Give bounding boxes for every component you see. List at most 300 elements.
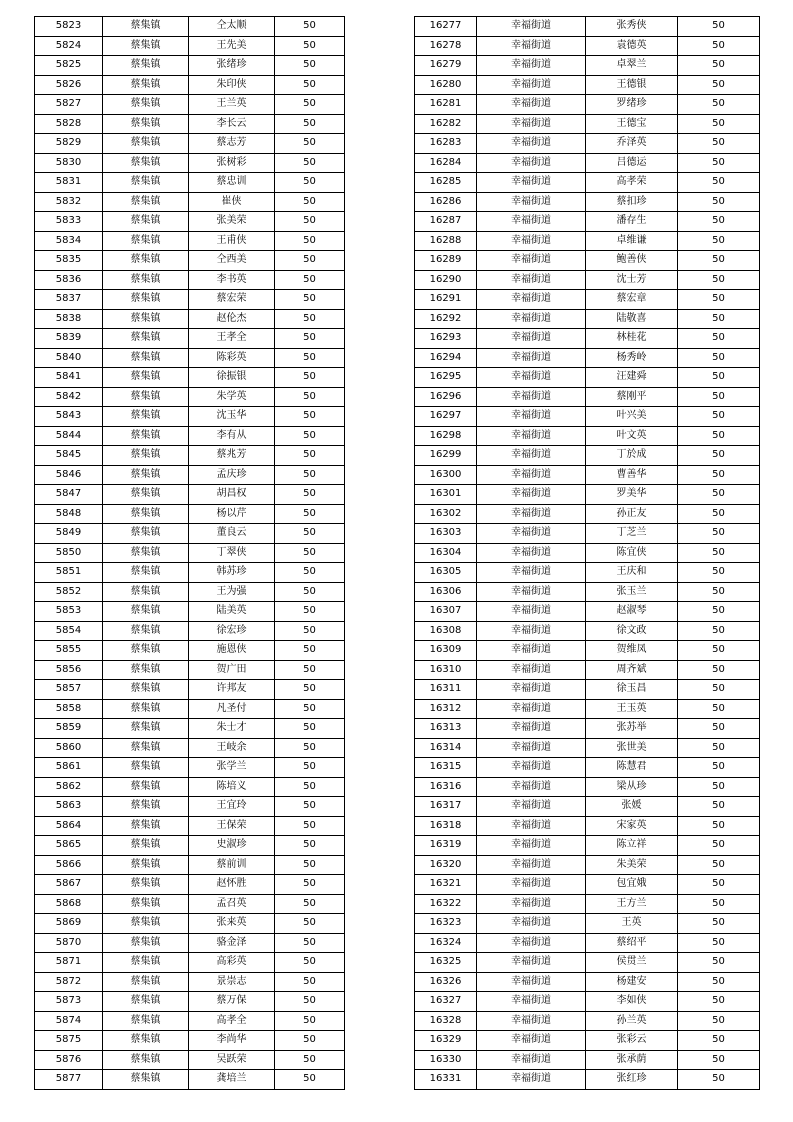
amount-cell: 50 — [275, 1011, 345, 1031]
serial-number-cell: 16327 — [415, 992, 477, 1012]
name-cell: 丁於成 — [586, 446, 678, 466]
table-row — [35, 894, 345, 914]
name-cell: 高孝荣 — [586, 173, 678, 193]
amount-cell: 50 — [678, 621, 760, 641]
serial-number-cell: 16298 — [415, 426, 477, 446]
town-cell: 幸福街道 — [477, 699, 586, 719]
name-cell: 丁芝兰 — [586, 524, 678, 544]
name-cell: 张世美 — [586, 738, 678, 758]
town-cell: 幸福街道 — [477, 95, 586, 115]
serial-number-cell: 16282 — [415, 114, 477, 134]
name-cell: 包宜娥 — [586, 875, 678, 895]
serial-number-cell: 5875 — [35, 1031, 103, 1051]
table-row — [415, 212, 760, 232]
table-row — [35, 836, 345, 856]
serial-number-cell: 16291 — [415, 290, 477, 310]
town-cell: 幸福街道 — [477, 426, 586, 446]
amount-cell: 50 — [678, 777, 760, 797]
table-row — [35, 465, 345, 485]
table-row — [415, 582, 760, 602]
serial-number-cell: 5868 — [35, 894, 103, 914]
name-cell: 贺广田 — [189, 660, 275, 680]
name-cell: 梁从珍 — [586, 777, 678, 797]
table-row — [415, 251, 760, 271]
name-cell: 张承荫 — [586, 1050, 678, 1070]
table-row — [415, 621, 760, 641]
amount-cell: 50 — [275, 758, 345, 778]
table-row — [35, 719, 345, 739]
town-cell: 幸福街道 — [477, 36, 586, 56]
table-row — [415, 875, 760, 895]
serial-number-cell: 16310 — [415, 660, 477, 680]
name-cell: 仝太顺 — [189, 17, 275, 37]
table-row — [415, 699, 760, 719]
town-cell: 幸福街道 — [477, 153, 586, 173]
town-cell: 幸福街道 — [477, 738, 586, 758]
table-row — [415, 173, 760, 193]
town-cell: 蔡集镇 — [103, 504, 189, 524]
table-row — [415, 660, 760, 680]
name-cell: 徐宏珍 — [189, 621, 275, 641]
name-cell: 孙正友 — [586, 504, 678, 524]
amount-cell: 50 — [275, 797, 345, 817]
town-cell: 蔡集镇 — [103, 582, 189, 602]
amount-cell: 50 — [678, 114, 760, 134]
serial-number-cell: 16303 — [415, 524, 477, 544]
table-row — [35, 348, 345, 368]
name-cell: 王宜玲 — [189, 797, 275, 817]
amount-cell: 50 — [678, 894, 760, 914]
town-cell: 幸福街道 — [477, 134, 586, 154]
amount-cell: 50 — [275, 36, 345, 56]
table-row — [415, 231, 760, 251]
name-cell: 王庆和 — [586, 563, 678, 583]
town-cell: 幸福街道 — [477, 582, 586, 602]
name-cell: 王玉英 — [586, 699, 678, 719]
serial-number-cell: 5852 — [35, 582, 103, 602]
name-cell: 孙兰英 — [586, 1011, 678, 1031]
name-cell: 景崇志 — [189, 972, 275, 992]
town-cell: 蔡集镇 — [103, 1011, 189, 1031]
table-row — [35, 75, 345, 95]
name-cell: 张秀侠 — [586, 17, 678, 37]
table-row — [35, 212, 345, 232]
amount-cell: 50 — [678, 641, 760, 661]
table-row — [35, 114, 345, 134]
table-row — [35, 17, 345, 37]
name-cell: 蔡扣珍 — [586, 192, 678, 212]
table-row — [415, 738, 760, 758]
town-cell: 蔡集镇 — [103, 426, 189, 446]
amount-cell: 50 — [275, 153, 345, 173]
table-row — [415, 387, 760, 407]
town-cell: 幸福街道 — [477, 231, 586, 251]
name-cell: 徐文政 — [586, 621, 678, 641]
town-cell: 幸福街道 — [477, 446, 586, 466]
town-cell: 幸福街道 — [477, 894, 586, 914]
table-row — [35, 972, 345, 992]
name-cell: 陈宜侠 — [586, 543, 678, 563]
table-row — [35, 582, 345, 602]
name-cell: 李有从 — [189, 426, 275, 446]
table-row — [415, 543, 760, 563]
amount-cell: 50 — [275, 173, 345, 193]
town-cell: 幸福街道 — [477, 680, 586, 700]
table-row — [35, 231, 345, 251]
name-cell: 王英 — [586, 914, 678, 934]
name-cell: 周齐斌 — [586, 660, 678, 680]
amount-cell: 50 — [275, 485, 345, 505]
table-row — [35, 95, 345, 115]
amount-cell: 50 — [678, 836, 760, 856]
town-cell: 蔡集镇 — [103, 36, 189, 56]
amount-cell: 50 — [275, 953, 345, 973]
name-cell: 王保荣 — [189, 816, 275, 836]
amount-cell: 50 — [678, 387, 760, 407]
name-cell: 沈玉华 — [189, 407, 275, 427]
serial-number-cell: 5839 — [35, 329, 103, 349]
table-row — [415, 816, 760, 836]
table-row — [415, 407, 760, 427]
serial-number-cell: 5845 — [35, 446, 103, 466]
serial-number-cell: 16321 — [415, 875, 477, 895]
name-cell: 张苏举 — [586, 719, 678, 739]
name-cell: 王先美 — [189, 36, 275, 56]
name-cell: 张彩云 — [586, 1031, 678, 1051]
table-row — [415, 17, 760, 37]
town-cell: 幸福街道 — [477, 641, 586, 661]
amount-cell: 50 — [678, 758, 760, 778]
name-cell: 张绪珍 — [189, 56, 275, 76]
name-cell: 孟召英 — [189, 894, 275, 914]
amount-cell: 50 — [275, 270, 345, 290]
table-row — [415, 446, 760, 466]
serial-number-cell: 5856 — [35, 660, 103, 680]
table-row — [35, 543, 345, 563]
town-cell: 蔡集镇 — [103, 192, 189, 212]
serial-number-cell: 5855 — [35, 641, 103, 661]
serial-number-cell: 5828 — [35, 114, 103, 134]
amount-cell: 50 — [275, 914, 345, 934]
amount-cell: 50 — [275, 95, 345, 115]
name-cell: 骆金泽 — [189, 933, 275, 953]
amount-cell: 50 — [678, 563, 760, 583]
amount-cell: 50 — [678, 36, 760, 56]
town-cell: 蔡集镇 — [103, 660, 189, 680]
serial-number-cell: 16288 — [415, 231, 477, 251]
amount-cell: 50 — [678, 348, 760, 368]
name-cell: 袁德英 — [586, 36, 678, 56]
amount-cell: 50 — [275, 75, 345, 95]
town-cell: 幸福街道 — [477, 660, 586, 680]
name-cell: 董良云 — [189, 524, 275, 544]
town-cell: 蔡集镇 — [103, 875, 189, 895]
serial-number-cell: 5860 — [35, 738, 103, 758]
amount-cell: 50 — [678, 251, 760, 271]
amount-cell: 50 — [678, 134, 760, 154]
table-row — [35, 875, 345, 895]
name-cell: 宋家英 — [586, 816, 678, 836]
amount-cell: 50 — [678, 816, 760, 836]
serial-number-cell: 5847 — [35, 485, 103, 505]
serial-number-cell: 16296 — [415, 387, 477, 407]
name-cell: 张美荣 — [189, 212, 275, 232]
serial-number-cell: 16292 — [415, 309, 477, 329]
town-cell: 幸福街道 — [477, 972, 586, 992]
town-cell: 蔡集镇 — [103, 173, 189, 193]
amount-cell: 50 — [678, 543, 760, 563]
serial-number-cell: 5824 — [35, 36, 103, 56]
name-cell: 张媛 — [586, 797, 678, 817]
town-cell: 幸福街道 — [477, 75, 586, 95]
name-cell: 沈士芳 — [586, 270, 678, 290]
town-cell: 幸福街道 — [477, 114, 586, 134]
amount-cell: 50 — [275, 231, 345, 251]
table-row — [35, 1011, 345, 1031]
amount-cell: 50 — [678, 992, 760, 1012]
serial-number-cell: 5848 — [35, 504, 103, 524]
town-cell: 蔡集镇 — [103, 797, 189, 817]
table-row — [415, 192, 760, 212]
town-cell: 幸福街道 — [477, 387, 586, 407]
town-cell: 蔡集镇 — [103, 290, 189, 310]
serial-number-cell: 5837 — [35, 290, 103, 310]
name-cell: 杨以芹 — [189, 504, 275, 524]
serial-number-cell: 5853 — [35, 602, 103, 622]
town-cell: 蔡集镇 — [103, 621, 189, 641]
town-cell: 幸福街道 — [477, 348, 586, 368]
town-cell: 蔡集镇 — [103, 836, 189, 856]
serial-number-cell: 16286 — [415, 192, 477, 212]
name-cell: 崔侠 — [189, 192, 275, 212]
serial-number-cell: 16289 — [415, 251, 477, 271]
table-row — [35, 1070, 345, 1090]
serial-number-cell: 16293 — [415, 329, 477, 349]
town-cell: 幸福街道 — [477, 212, 586, 232]
town-cell: 蔡集镇 — [103, 407, 189, 427]
name-cell: 张玉兰 — [586, 582, 678, 602]
name-cell: 乔泽英 — [586, 134, 678, 154]
table-row — [35, 387, 345, 407]
amount-cell: 50 — [275, 17, 345, 37]
name-cell: 李尚华 — [189, 1031, 275, 1051]
amount-cell: 50 — [275, 1070, 345, 1090]
name-cell: 陈培义 — [189, 777, 275, 797]
amount-cell: 50 — [275, 114, 345, 134]
town-cell: 幸福街道 — [477, 251, 586, 271]
amount-cell: 50 — [678, 933, 760, 953]
serial-number-cell: 5859 — [35, 719, 103, 739]
town-cell: 蔡集镇 — [103, 270, 189, 290]
serial-number-cell: 5827 — [35, 95, 103, 115]
serial-number-cell: 5834 — [35, 231, 103, 251]
name-cell: 李如侠 — [586, 992, 678, 1012]
town-cell: 蔡集镇 — [103, 933, 189, 953]
table-row — [35, 192, 345, 212]
amount-cell: 50 — [678, 738, 760, 758]
table-row — [35, 329, 345, 349]
name-cell: 张红珍 — [586, 1070, 678, 1090]
table-row — [35, 699, 345, 719]
amount-cell: 50 — [275, 777, 345, 797]
table-row — [35, 504, 345, 524]
name-cell: 卓翠兰 — [586, 56, 678, 76]
name-cell: 高彩英 — [189, 953, 275, 973]
serial-number-cell: 16281 — [415, 95, 477, 115]
name-cell: 叶兴美 — [586, 407, 678, 427]
table-row — [35, 173, 345, 193]
name-cell: 侯贯兰 — [586, 953, 678, 973]
amount-cell: 50 — [275, 192, 345, 212]
town-cell: 蔡集镇 — [103, 641, 189, 661]
name-cell: 吕德运 — [586, 153, 678, 173]
town-cell: 蔡集镇 — [103, 953, 189, 973]
name-cell: 蔡宏荣 — [189, 290, 275, 310]
town-cell: 幸福街道 — [477, 17, 586, 37]
name-cell: 蔡绍平 — [586, 933, 678, 953]
serial-number-cell: 5836 — [35, 270, 103, 290]
town-cell: 蔡集镇 — [103, 153, 189, 173]
town-cell: 蔡集镇 — [103, 1070, 189, 1090]
town-cell: 幸福街道 — [477, 1031, 586, 1051]
table-row — [415, 836, 760, 856]
name-cell: 林桂花 — [586, 329, 678, 349]
serial-number-cell: 5843 — [35, 407, 103, 427]
town-cell: 幸福街道 — [477, 758, 586, 778]
town-cell: 蔡集镇 — [103, 563, 189, 583]
table-row — [415, 933, 760, 953]
amount-cell: 50 — [275, 465, 345, 485]
table-row — [415, 329, 760, 349]
name-cell: 罗美华 — [586, 485, 678, 505]
table-row — [415, 777, 760, 797]
serial-number-cell: 5865 — [35, 836, 103, 856]
table-row — [35, 524, 345, 544]
serial-number-cell: 5823 — [35, 17, 103, 37]
name-cell: 王岐余 — [189, 738, 275, 758]
amount-cell: 50 — [678, 368, 760, 388]
town-cell: 蔡集镇 — [103, 485, 189, 505]
amount-cell: 50 — [678, 56, 760, 76]
name-cell: 曹善华 — [586, 465, 678, 485]
serial-number-cell: 5874 — [35, 1011, 103, 1031]
table-row — [35, 621, 345, 641]
serial-number-cell: 16301 — [415, 485, 477, 505]
amount-cell: 50 — [678, 582, 760, 602]
name-cell: 王方兰 — [586, 894, 678, 914]
amount-cell: 50 — [275, 660, 345, 680]
table-row — [415, 426, 760, 446]
name-cell: 潘存生 — [586, 212, 678, 232]
amount-cell: 50 — [275, 933, 345, 953]
town-cell: 蔡集镇 — [103, 972, 189, 992]
town-cell: 蔡集镇 — [103, 543, 189, 563]
serial-number-cell: 5871 — [35, 953, 103, 973]
name-cell: 高孝全 — [189, 1011, 275, 1031]
amount-cell: 50 — [678, 875, 760, 895]
table-row — [415, 758, 760, 778]
town-cell: 幸福街道 — [477, 290, 586, 310]
town-cell: 蔡集镇 — [103, 231, 189, 251]
serial-number-cell: 16318 — [415, 816, 477, 836]
amount-cell: 50 — [275, 1050, 345, 1070]
amount-cell: 50 — [678, 407, 760, 427]
town-cell: 蔡集镇 — [103, 758, 189, 778]
table-row — [35, 309, 345, 329]
table-row — [35, 1050, 345, 1070]
amount-cell: 50 — [275, 134, 345, 154]
town-cell: 幸福街道 — [477, 797, 586, 817]
amount-cell: 50 — [678, 1011, 760, 1031]
serial-number-cell: 16326 — [415, 972, 477, 992]
table-row — [35, 933, 345, 953]
amount-cell: 50 — [275, 309, 345, 329]
table-row — [415, 1070, 760, 1090]
table-row — [35, 407, 345, 427]
table-row — [415, 719, 760, 739]
serial-number-cell: 5846 — [35, 465, 103, 485]
amount-cell: 50 — [275, 446, 345, 466]
town-cell: 幸福街道 — [477, 777, 586, 797]
table-row — [415, 309, 760, 329]
name-cell: 凡圣付 — [189, 699, 275, 719]
serial-number-cell: 5866 — [35, 855, 103, 875]
town-cell: 蔡集镇 — [103, 309, 189, 329]
table-row — [35, 758, 345, 778]
amount-cell: 50 — [275, 56, 345, 76]
serial-number-cell: 16306 — [415, 582, 477, 602]
name-cell: 蔡刚平 — [586, 387, 678, 407]
name-cell: 陆美英 — [189, 602, 275, 622]
name-cell: 赵怀胜 — [189, 875, 275, 895]
serial-number-cell: 16330 — [415, 1050, 477, 1070]
table-row — [415, 641, 760, 661]
amount-cell: 50 — [678, 153, 760, 173]
serial-number-cell: 16305 — [415, 563, 477, 583]
table-row — [415, 894, 760, 914]
serial-number-cell: 16317 — [415, 797, 477, 817]
table-row — [415, 485, 760, 505]
amount-cell: 50 — [275, 368, 345, 388]
serial-number-cell: 5833 — [35, 212, 103, 232]
amount-cell: 50 — [275, 387, 345, 407]
name-cell: 仝西美 — [189, 251, 275, 271]
town-cell: 幸福街道 — [477, 563, 586, 583]
amount-cell: 50 — [275, 426, 345, 446]
table-row — [415, 134, 760, 154]
table-row — [35, 816, 345, 836]
amount-cell: 50 — [275, 699, 345, 719]
table-row — [415, 348, 760, 368]
name-cell: 叶文英 — [586, 426, 678, 446]
town-cell: 幸福街道 — [477, 992, 586, 1012]
town-cell: 幸福街道 — [477, 933, 586, 953]
name-cell: 卓维谦 — [586, 231, 678, 251]
amount-cell: 50 — [275, 602, 345, 622]
serial-number-cell: 16328 — [415, 1011, 477, 1031]
serial-number-cell: 16314 — [415, 738, 477, 758]
town-cell: 蔡集镇 — [103, 777, 189, 797]
serial-number-cell: 16316 — [415, 777, 477, 797]
table-row — [415, 465, 760, 485]
table-row — [415, 153, 760, 173]
name-cell: 汪建舜 — [586, 368, 678, 388]
serial-number-cell: 5863 — [35, 797, 103, 817]
table-row — [35, 426, 345, 446]
town-cell: 蔡集镇 — [103, 446, 189, 466]
amount-cell: 50 — [275, 894, 345, 914]
name-cell: 蔡前训 — [189, 855, 275, 875]
